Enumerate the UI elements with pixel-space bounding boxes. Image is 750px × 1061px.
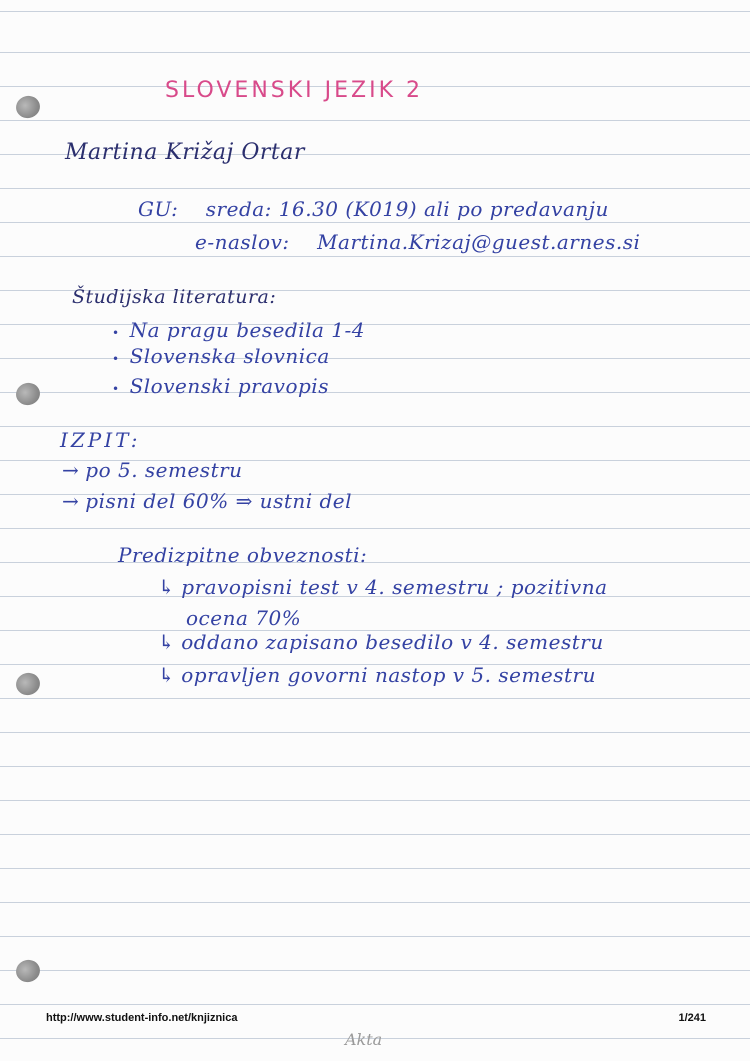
literature-item-label: Slovenski pravopis <box>129 374 329 398</box>
exam-line <box>62 489 352 513</box>
footer-url: http://www.student-info.net/knjiznica <box>46 1012 238 1024</box>
exam-line-text: po 5. semestru <box>85 458 243 482</box>
email-label: e-naslov: <box>195 230 290 254</box>
prereq-item-text: opravljen govorni nastop v 5. semestru <box>181 663 596 687</box>
prereq-item-continuation: ocena 70% <box>186 606 302 630</box>
literature-heading: Študijska literatura: <box>72 286 277 308</box>
punch-hole <box>14 957 43 984</box>
page-title: SLOVENSKI JEZIK 2 <box>165 78 424 103</box>
prereq-item <box>158 630 604 654</box>
office-hours-line <box>138 197 609 221</box>
exam-line <box>62 458 243 482</box>
literature-item-label: Slovenska slovnica <box>129 344 330 368</box>
exam-line-text: pisni del 60% ⇒ ustni del <box>85 489 353 513</box>
office-hours-label: GU: <box>138 197 179 221</box>
literature-item-label: Na pragu besedila 1-4 <box>129 318 366 342</box>
page-number: 1/241 <box>678 1012 706 1024</box>
literature-item: • Slovenska slovnica <box>112 344 330 368</box>
arrow-right-icon: → <box>62 458 80 482</box>
exam-heading: IZPIT: <box>60 428 141 452</box>
prereq-heading: Predizpitne obveznosti: <box>118 543 368 567</box>
punch-hole <box>14 670 43 697</box>
email-value: Martina.Krizaj@guest.arnes.si <box>317 230 641 254</box>
author-name: Martina Križaj Ortar <box>65 140 305 165</box>
literature-item: • Slovenski pravopis <box>112 374 329 398</box>
arrow-return-icon: ↳ <box>158 575 176 599</box>
arrow-right-icon: → <box>62 489 80 513</box>
prereq-item-text: pravopisni test v 4. semestru ; pozitivna <box>181 575 608 599</box>
prereq-item-text: oddano zapisano besedilo v 4. semestru <box>181 630 604 654</box>
prereq-item <box>158 663 596 687</box>
literature-item: • Na pragu besedila 1-4 <box>112 318 366 342</box>
brand-logo: Akta <box>345 1030 383 1049</box>
arrow-return-icon: ↳ <box>158 630 176 654</box>
office-hours-value: sreda: 16.30 (K019) ali po predavanju <box>205 197 609 221</box>
arrow-return-icon: ↳ <box>158 663 176 687</box>
punch-hole <box>14 93 43 120</box>
email-line <box>195 230 640 254</box>
punch-hole <box>14 380 43 407</box>
prereq-item <box>158 575 608 599</box>
